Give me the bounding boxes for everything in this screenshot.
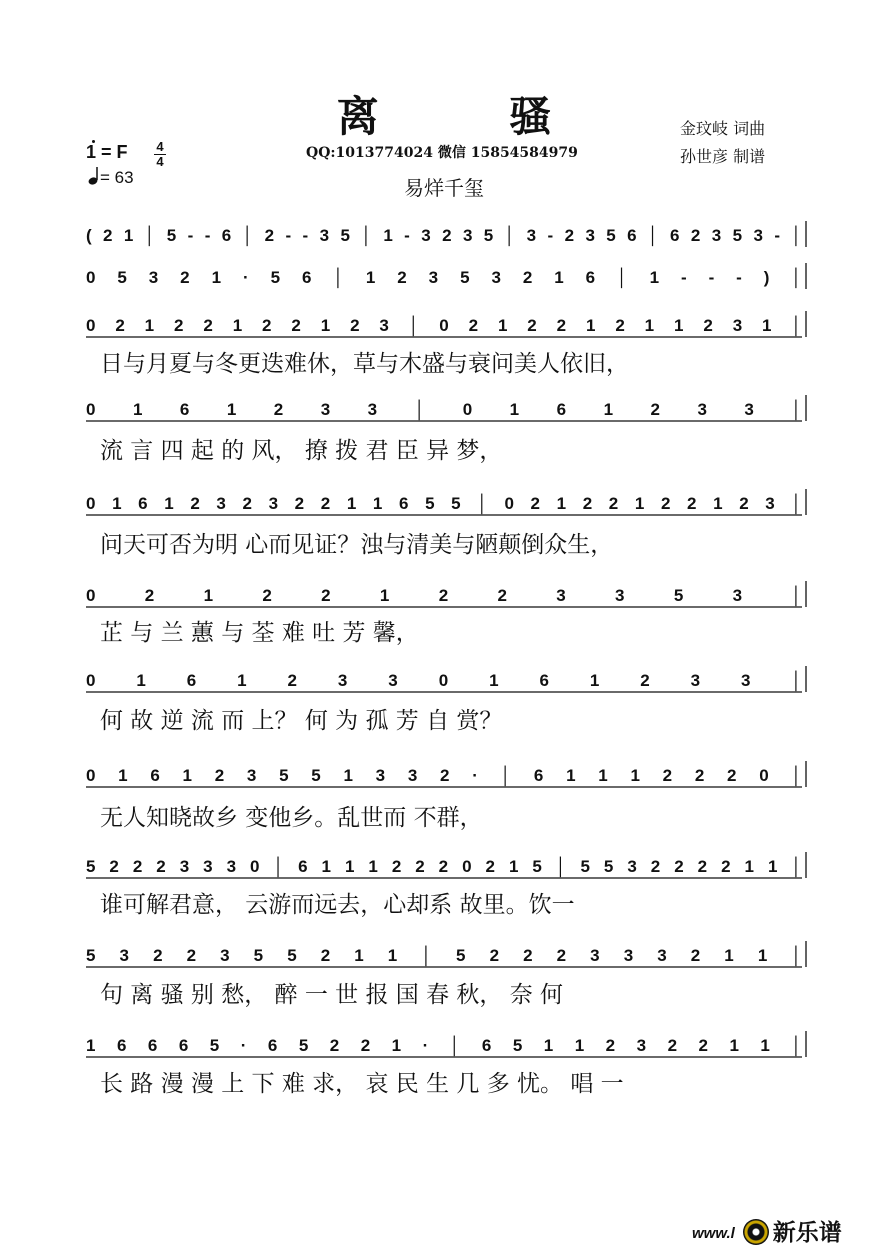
time-signature-top: 4 [156, 139, 164, 154]
site-logo [692, 1214, 842, 1247]
tempo-value: = 63 [100, 168, 134, 187]
notation-row: 0 1 6 1 2 3 5 5 1 3 3 2 · │ 6 1 1 1 2 2 2 0 │ [85, 766, 803, 785]
lyric-line: 句 离 骚 别 愁， 醉 一 世 报 国 春 秋， 奈 何 [100, 982, 564, 1008]
lyric-line: 流 言 四 起 的 风， 撩 拨 君 臣 异 梦， [100, 438, 503, 464]
key-signature: 1 = F [86, 142, 128, 162]
site-url: www.l [692, 1225, 735, 1242]
notation-row: ( 2 1 │ 5 - - 6 │ 2 - - 3 5 │ 1 - 3 2 3 5 │ 3 - 2 3 5 6 │ 6 2 3 5 3 - │ [85, 226, 803, 245]
contact-info: QQ:1013774024 微信 15854584979 [306, 145, 578, 161]
lyric-line: 问天可否为明 心而见证？浊与清美与陋颠倒众生， [100, 532, 614, 558]
notation-row: 0 1 6 1 2 3 2 3 2 2 1 1 6 5 5 │ 0 2 1 2 2 1 2 2 1 2 3 │ [86, 494, 802, 513]
record-disc-icon [743, 1219, 769, 1245]
notation-row: 0 2 1 2 2 1 2 2 1 2 3 │ 0 2 1 2 2 1 2 1 1 2 3 1 │ [85, 316, 803, 335]
lyric-line: 芷 与 兰 蕙 与 荃 难 吐 芳 馨， [100, 620, 419, 646]
notation-row: 0 5 3 2 1 · 5 6 │ 1 2 3 5 3 2 1 6 │ 1 - - - ) │ [85, 268, 803, 287]
notation-row: 0 2 1 2 2 1 2 2 3 3 5 3 │ [86, 586, 802, 605]
lyric-line: 无人知晓故乡 变他乡。乱世而 不群， [100, 805, 483, 831]
lyric-line: 何 故 逆 流 而 上？ 何 为 孤 芳 自 赏？ [100, 708, 503, 734]
time-signature-bottom: 4 [156, 154, 164, 169]
site-name: 新乐谱 [772, 1220, 842, 1246]
lyric-line: 长 路 漫 漫 上 下 难 求， 哀 民 生 几 多 忧。 唱 一 [100, 1071, 624, 1097]
singer-name: 易烊千玺 [404, 176, 484, 200]
lyricist-composer-credit: 金玟岐 词曲 [680, 119, 766, 138]
lyric-line: 谁可解君意， 云游而远去，心却系 故里。饮一 [100, 892, 575, 918]
notation-row: 0 1 6 1 2 3 3 │ 0 1 6 1 2 3 3 │ [85, 400, 803, 419]
notation-row: 1 6 6 6 5 · 6 5 2 2 1 · │ 6 5 1 1 2 3 2 2 1 1 │ [86, 1036, 802, 1055]
notation-row: 5 2 2 2 3 3 3 0 │ 6 1 1 1 2 2 2 0 2 1 5 │ 5 5 3 2 2 2 2 1 1 │ [86, 857, 802, 876]
song-title: 离 骚 [336, 92, 610, 141]
transcriber-credit: 孙世彦 制谱 [680, 147, 766, 166]
notation-row: 0 1 6 1 2 3 3 0 1 6 1 2 3 3 │ [86, 671, 802, 690]
lyric-line: 日与月夏与冬更迭难休，草与木盛与衰问美人依旧， [100, 351, 629, 377]
notation-row: 5 3 2 2 3 5 5 2 1 1 │ 5 2 2 2 3 3 3 2 1 1 │ [85, 946, 803, 965]
